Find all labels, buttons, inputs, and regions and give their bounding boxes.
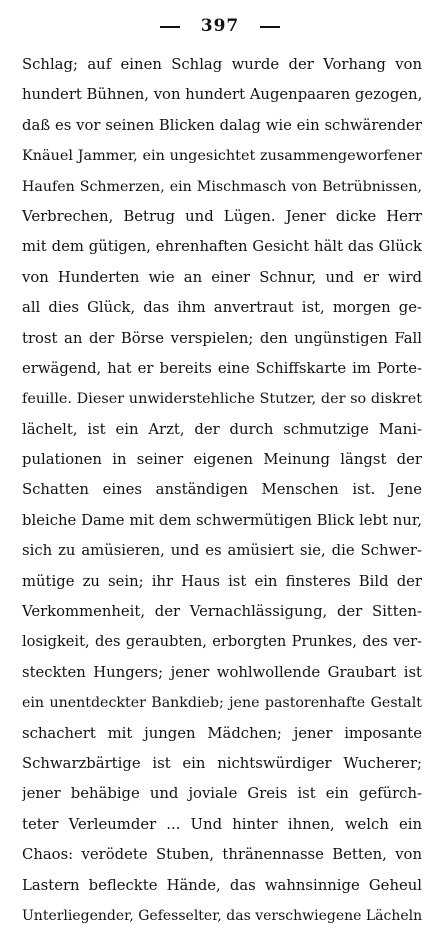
- text-line: bleiche Dame mit dem schwermütigen Blick lebt nur,: [22, 511, 422, 529]
- text-line: jener behäbige und joviale Greis ist ein gefürch-: [22, 785, 422, 803]
- text-line: von Hunderten wie an einer Schnur, und er wird: [22, 268, 422, 286]
- body-text: [22, 50, 422, 931]
- text-line: erwägend, hat er bereits eine Schiffskarte im Porte-: [22, 359, 422, 377]
- text-line: daß es vor seinen Blicken dalag wie ein schwärender: [22, 116, 422, 134]
- page-header: [0, 14, 440, 38]
- text-line: lächelt, ist ein Arzt, der durch schmutzige Mani-: [22, 420, 422, 438]
- text-line: Knäuel Jammer, ein ungesichtet zusammengeworfener: [22, 148, 422, 165]
- text-line: Lastern befleckte Hände, das wahnsinnige Geheul: [22, 876, 422, 894]
- text-line: hundert Bühnen, von hundert Augenpaaren gezogen,: [22, 86, 422, 104]
- text-line: Unterliegender, Gefesselter, das verschwiegene Lächeln: [22, 907, 422, 924]
- text-line: feuille. Dieser unwiderstehliche Stutzer, der so diskret: [22, 391, 422, 408]
- text-line: Haufen Schmerzen, ein Mischmasch von Betrübnissen,: [22, 178, 422, 195]
- text-line: Schwarzbärtige ist ein nichtswürdiger Wucherer;: [22, 754, 422, 772]
- text-line: mütige zu sein; ihr Haus ist ein finsteres Bild der: [22, 572, 422, 590]
- text-line: mit dem gütigen, ehrenhaften Gesicht hält das Glück: [22, 238, 422, 256]
- text-line: all dies Glück, das ihm anvertraut ist, morgen ge-: [22, 299, 422, 317]
- text-line: Verkommenheit, der Vernachlässigung, der Sitten-: [22, 603, 422, 621]
- header-dash-right: [260, 26, 280, 28]
- text-line: steckten Hungers; jener wohlwollende Graubart ist: [22, 663, 422, 681]
- header-dash-left: [160, 26, 180, 28]
- text-line: sich zu amüsieren, und es amüsiert sie, die Schwer-: [22, 542, 422, 560]
- page-number: 397: [200, 16, 240, 36]
- text-line: schachert mit jungen Mädchen; jener imposante: [22, 724, 422, 742]
- text-line: pulationen in seiner eigenen Meinung längst der: [22, 451, 422, 469]
- text-line: Schatten eines anständigen Menschen ist. Jene: [22, 481, 422, 499]
- text-line: Schlag; auf einen Schlag wurde der Vorhang von: [22, 56, 422, 73]
- text-line: Verbrechen, Betrug und Lügen. Jener dicke Herr: [22, 207, 422, 225]
- text-line: Chaos: verödete Stuben, thränennasse Betten, von: [22, 846, 422, 864]
- text-line: teter Verleumder ... Und hinter ihnen, welch ein: [22, 815, 422, 833]
- text-line: losigkeit, des geraubten, erborgten Prunkes, des ver-: [22, 633, 422, 651]
- text-line: ein unentdeckter Bankdieb; jene pastorenhafte Gestalt: [22, 695, 422, 712]
- text-line: trost an der Börse verspielen; den ungünstigen Fall: [22, 329, 422, 347]
